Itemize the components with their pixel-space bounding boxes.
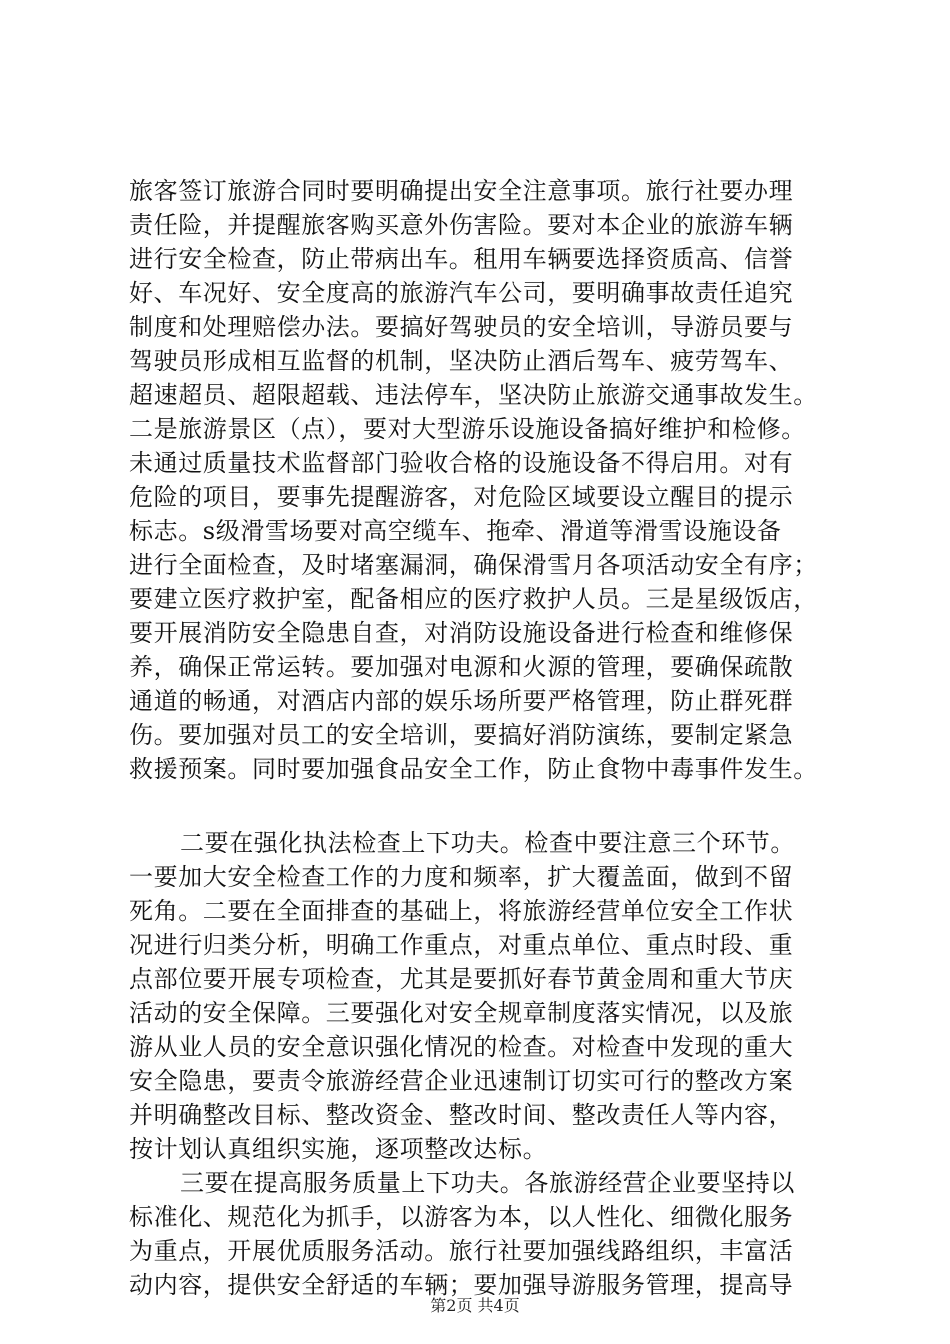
- text-line: 要开展消防安全隐患自查，对消防设施设备进行检查和维修保: [129, 619, 794, 647]
- text-line: 活动的安全保障。三要强化对安全规章制度落实情况，以及旅: [129, 999, 794, 1027]
- text-line: 动内容，提供安全舒适的车辆；要加强导游服务管理，提高导: [129, 1271, 794, 1299]
- text-line: 养，确保正常运转。要加强对电源和火源的管理，要确保疏散: [129, 653, 794, 681]
- text-line: 二是旅游景区（点），要对大型游乐设施设备搞好维护和检修。: [129, 415, 806, 443]
- text-line: 伤。要加强对员工的安全培训，要搞好消防演练，要制定紧急: [129, 721, 794, 749]
- paragraph-first-line: 二要在强化执法检查上下功夫。检查中要注意三个环节。: [180, 829, 795, 857]
- text-line: 驾驶员形成相互监督的机制，坚决防止酒后驾车、疲劳驾车、: [129, 347, 794, 375]
- text-line: 标准化、规范化为抓手，以游客为本，以人性化、细微化服务: [129, 1203, 794, 1231]
- text-line: 游从业人员的安全意识强化情况的检查。对检查中发现的重大: [129, 1033, 794, 1061]
- text-line: 进行安全检查，防止带病出车。租用车辆要选择资质高、信誉: [129, 245, 794, 273]
- text-line: 按计划认真组织实施，逐项整改达标。: [129, 1135, 548, 1163]
- text-line: 制度和处理赔偿办法。要搞好驾驶员的安全培训，导游员要与: [129, 313, 794, 341]
- text-line: 况进行归类分析，明确工作重点，对重点单位、重点时段、重: [129, 931, 794, 959]
- text-line: 责任险，并提醒旅客购买意外伤害险。要对本企业的旅游车辆: [129, 211, 794, 239]
- text-line: 死角。二要在全面排查的基础上，将旅游经营单位安全工作状: [129, 897, 794, 925]
- page-number-footer: 第2页 共4页: [430, 1296, 520, 1315]
- text-line: 未通过质量技术监督部门验收合格的设施设备不得启用。对有: [129, 449, 794, 477]
- paragraph-first-line: 三要在提高服务质量上下功夫。各旅游经营企业要坚持以: [180, 1169, 795, 1197]
- text-line: 标志。s级滑雪场要对高空缆车、拖牵、滑道等滑雪设施设备: [129, 517, 782, 545]
- text-line: 旅客签订旅游合同时要明确提出安全注意事项。旅行社要办理: [129, 177, 794, 205]
- text-line: 好、车况好、安全度高的旅游汽车公司，要明确事故责任追究: [129, 279, 794, 307]
- text-line: 要建立医疗救护室，配备相应的医疗救护人员。三是星级饭店，: [129, 585, 818, 613]
- text-line: 超速超员、超限超载、违法停车，坚决防止旅游交通事故发生。: [129, 381, 818, 409]
- text-line: 危险的项目，要事先提醒游客，对危险区域要设立醒目的提示: [129, 483, 794, 511]
- text-line: 点部位要开展专项检查，尤其是要抓好春节黄金周和重大节庆: [129, 965, 794, 993]
- text-line: 一要加大安全检查工作的力度和频率，扩大覆盖面，做到不留: [129, 863, 794, 891]
- text-line: 安全隐患，要责令旅游经营企业迅速制订切实可行的整改方案: [129, 1067, 794, 1095]
- text-line: 并明确整改目标、整改资金、整改时间、整改责任人等内容，: [129, 1101, 794, 1129]
- text-line: 通道的畅通，对酒店内部的娱乐场所要严格管理，防止群死群: [129, 687, 794, 715]
- text-line: 救援预案。同时要加强食品安全工作，防止食物中毒事件发生。: [129, 755, 818, 783]
- text-line: 为重点，开展优质服务活动。旅行社要加强线路组织，丰富活: [129, 1237, 794, 1265]
- text-line: 进行全面检查，及时堵塞漏洞，确保滑雪月各项活动安全有序；: [129, 551, 818, 579]
